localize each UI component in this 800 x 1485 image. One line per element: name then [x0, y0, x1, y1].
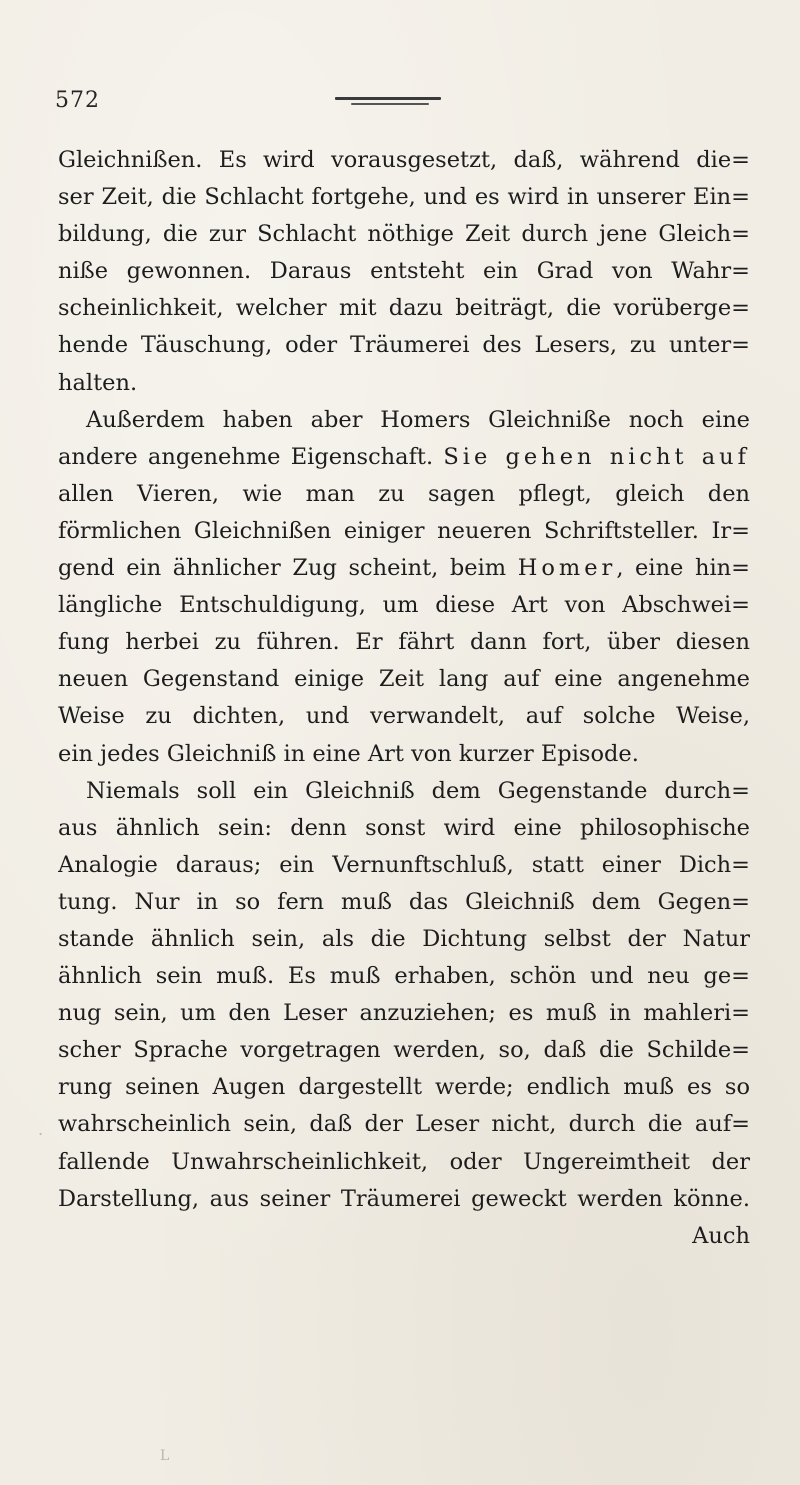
body-text [58, 142, 750, 1255]
text-line: Darstellung, aus seiner Träumerei geweckt werden könne. [58, 1185, 750, 1212]
text-line: tung. Nur in so fern muß das Gleichniß dem Gegen= [58, 888, 750, 915]
text-line: Gleichnißen. Es wird vorausgesetzt, daß, während die= [58, 147, 750, 173]
text-line: fung herbei zu führen. Er fährt dann fort, über diesen [58, 629, 750, 656]
text-line [58, 550, 750, 587]
spaced-emphasis: Sie gehen nicht auf [443, 443, 750, 470]
text-line: niße gewonnen. Daraus entsteht ein Grad von Wahr= [58, 258, 750, 285]
text-line: scheinlichkeit, welcher mit dazu beiträgt, die vorüberge= [58, 295, 750, 322]
header-ornament-rule [335, 97, 441, 100]
header-ornament-rule-lower [351, 103, 429, 105]
catchword: Auch [692, 1222, 750, 1249]
text-line [58, 439, 750, 476]
page-number: 572 [55, 88, 100, 113]
text-line: fallende Unwahrscheinlichkeit, oder Ungereimtheit der [58, 1148, 750, 1175]
text-line: bildung, die zur Schlacht nöthige Zeit durch jene Gleich= [58, 221, 750, 248]
text-line: neuen Gegenstand einige Zeit lang auf eine angenehme [58, 666, 750, 693]
text-line: allen Vieren, wie man zu sagen pflegt, gleich den [58, 480, 750, 507]
text-line: Niemals soll ein Gleichniß dem Gegenstande durch= [86, 777, 750, 804]
text-line: ein jedes Gleichniß in eine Art von kurzer Episode. [58, 740, 639, 767]
text-line: Außerdem haben aber Homers Gleichniße noch eine [86, 406, 750, 433]
text-line: rung seinen Augen dargestellt werde; endlich muß es so [58, 1074, 750, 1101]
text-line: halten. [58, 369, 138, 396]
text-line: ähnlich sein muß. Es muß erhaben, schön und neu ge= [58, 963, 750, 990]
text-line: hende Täuschung, oder Träumerei des Lesers, zu unter= [58, 332, 750, 359]
text-line: aus ähnlich sein: denn sonst wird eine philosophische [58, 814, 750, 841]
page-header [55, 88, 755, 118]
text-line: förmlichen Gleichnißen einiger neueren Schriftsteller. Ir= [58, 517, 750, 544]
text-line: nug sein, um den Leser anzuziehen; es muß in mahleri= [58, 1000, 750, 1027]
text-line: wahrscheinlich sein, daß der Leser nicht, durch die auf= [58, 1111, 750, 1138]
text-line: scher Sprache vorgetragen werden, so, daß die Schilde= [58, 1037, 750, 1064]
text-fragment: andere angenehme Eigenschaft. [58, 443, 444, 470]
text-line: Weise zu dichten, und verwandelt, auf solche Weise, [58, 703, 750, 730]
text-line: ser Zeit, die Schlacht fortgehe, und es wird in unserer Ein= [58, 184, 750, 211]
spaced-emphasis: Homer [517, 555, 617, 582]
text-line: längliche Entschuldigung, um diese Art von Abschwei= [58, 592, 750, 619]
text-fragment: gend ein ähnlicher Zug scheint, beim [58, 555, 518, 582]
text-line: stande ähnlich sein, als die Dichtung selbst der Natur [58, 925, 750, 952]
bottom-mark: L [160, 1448, 170, 1464]
text-fragment: , eine hin= [616, 555, 750, 582]
text-line: Analogie daraus; ein Vernunftschluß, statt einer Dich= [58, 851, 750, 878]
margin-mark: . [38, 1120, 44, 1139]
